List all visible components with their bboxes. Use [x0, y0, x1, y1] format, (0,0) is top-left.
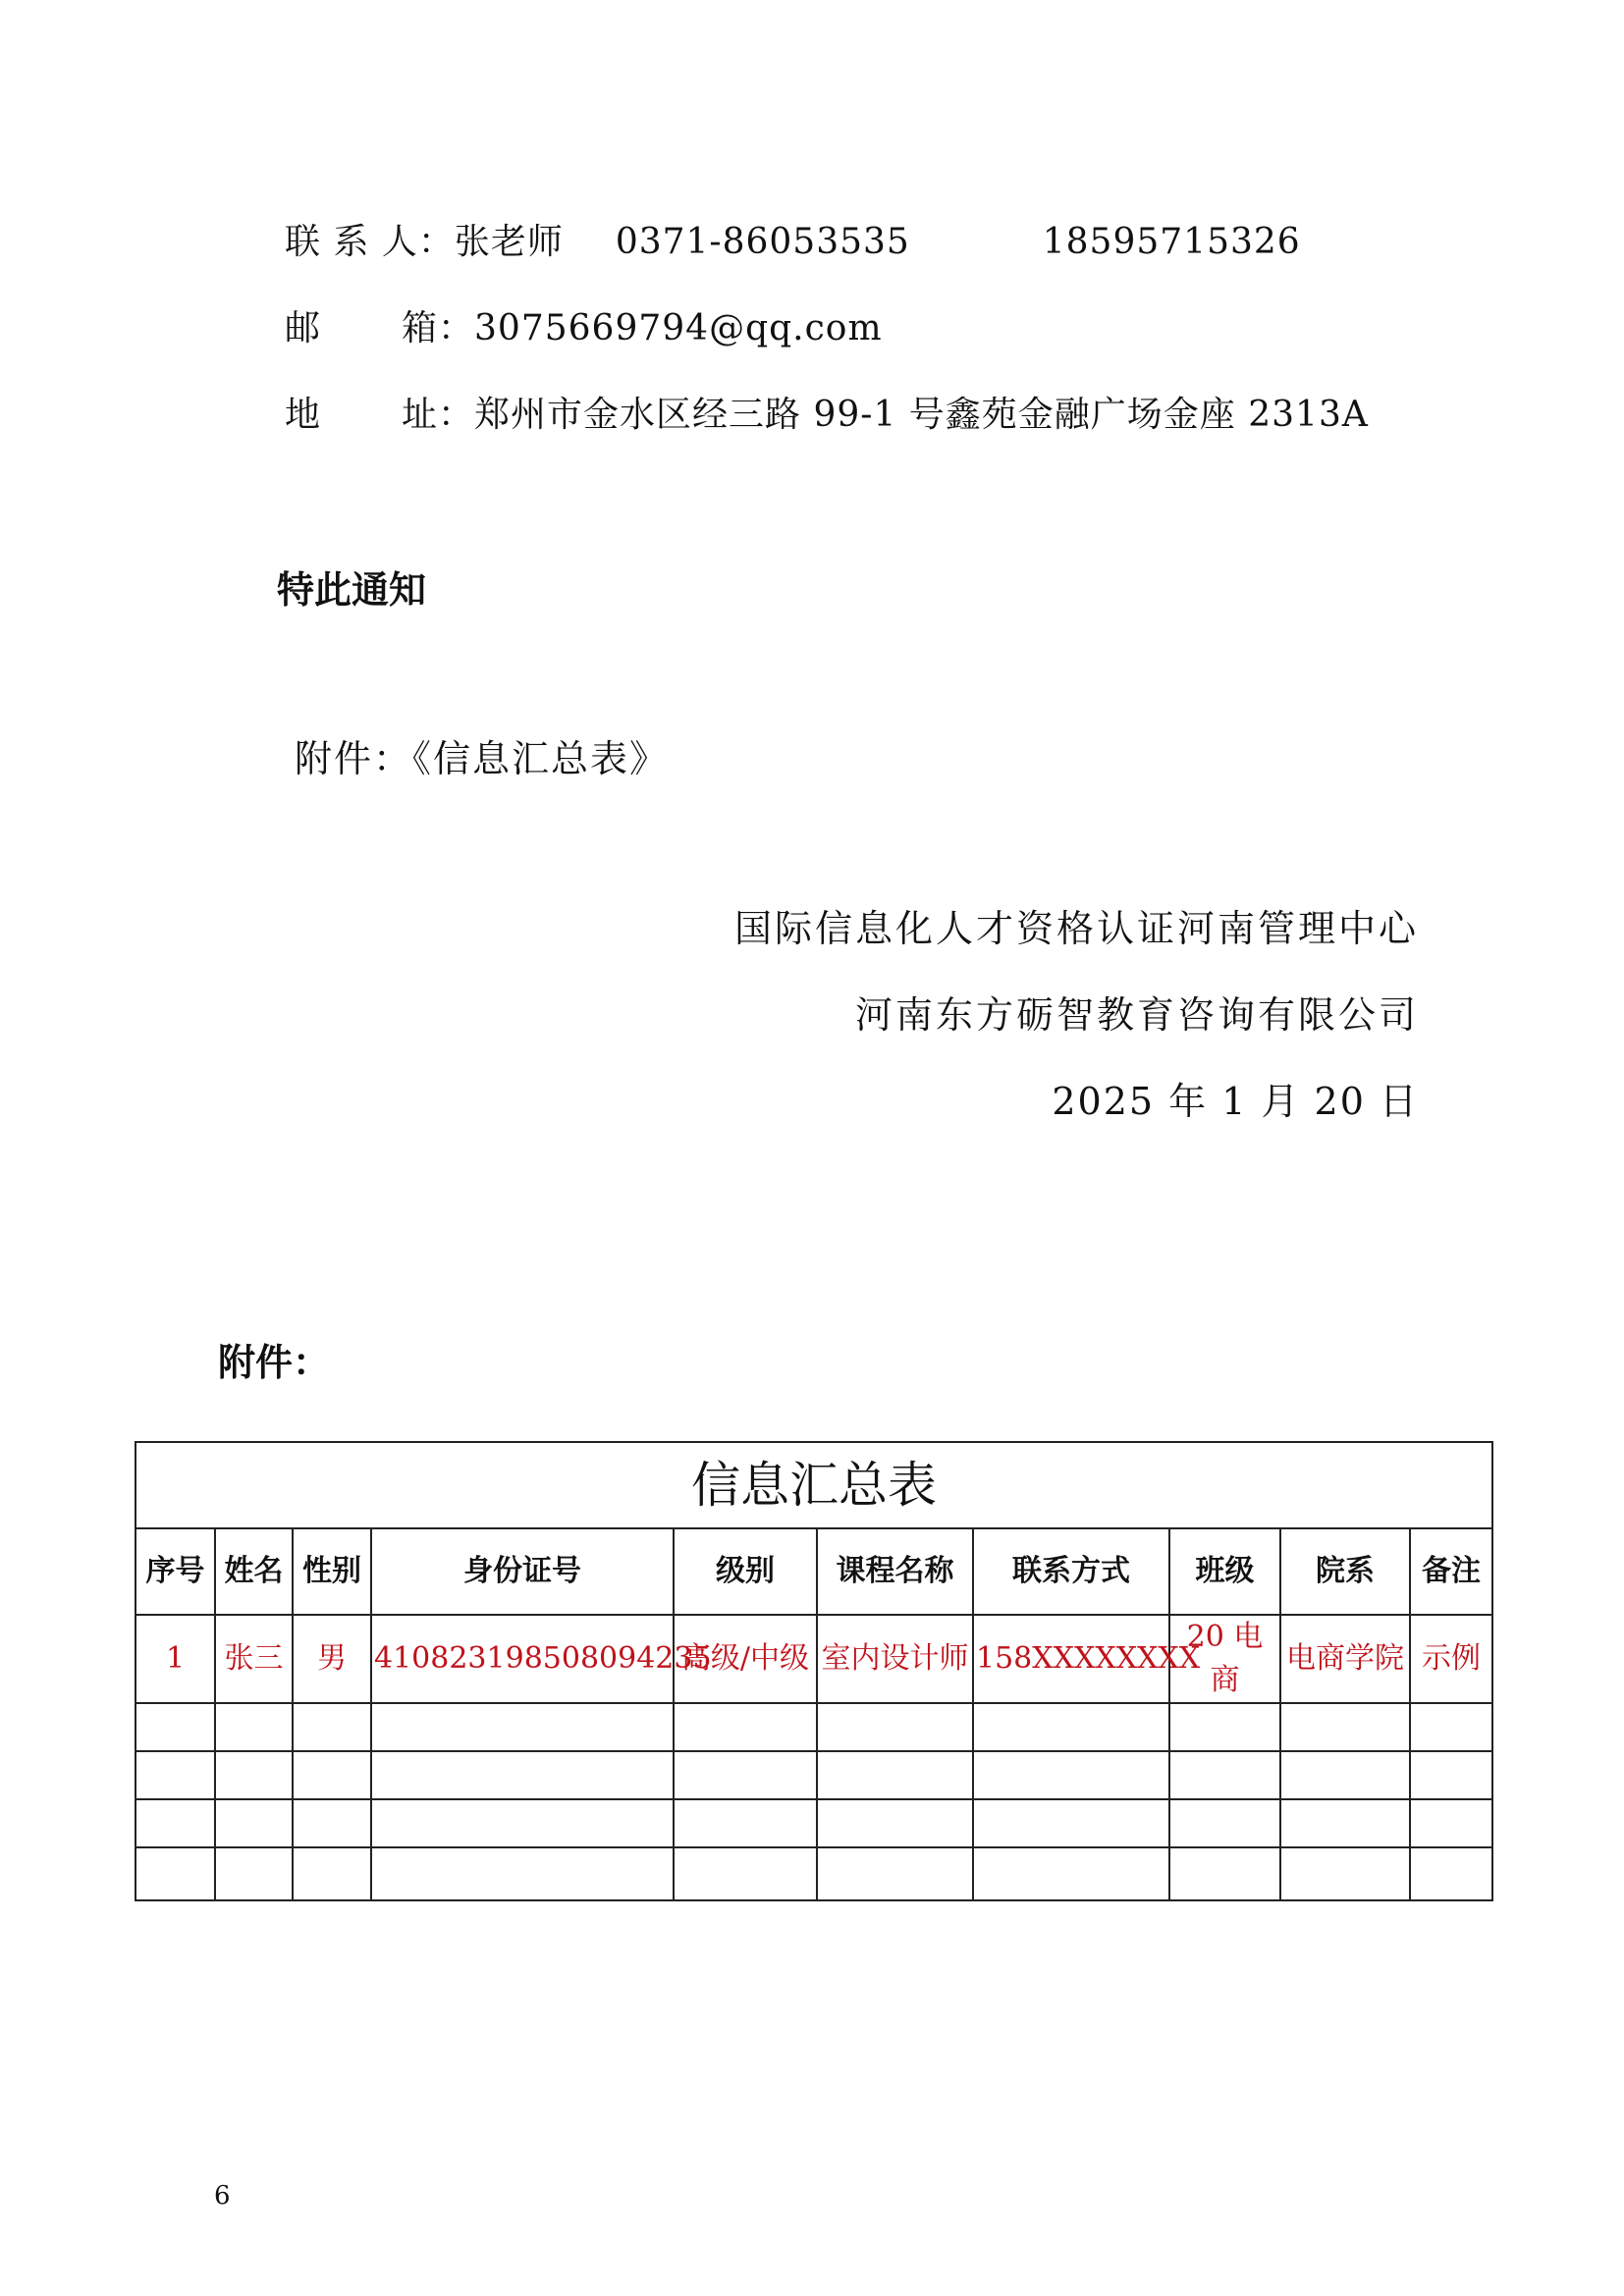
- table-cell: [135, 1703, 215, 1751]
- table-cell: [293, 1703, 371, 1751]
- table-cell: [1280, 1703, 1410, 1751]
- table-cell: [371, 1703, 674, 1751]
- header-cell: 联系方式: [973, 1528, 1169, 1615]
- table-cell: 410823198508094235: [371, 1615, 674, 1703]
- contact-person-name: 张老师: [454, 222, 564, 262]
- table-cell: [817, 1847, 973, 1900]
- table-row-sample: [135, 1615, 1492, 1703]
- table-cell: [817, 1799, 973, 1847]
- email-label-2: 箱：: [402, 308, 475, 348]
- table-cell: 电商学院: [1280, 1615, 1410, 1703]
- table-row-empty: [135, 1799, 1492, 1847]
- table-cell: [973, 1751, 1169, 1799]
- contact-person-line: [285, 214, 1301, 264]
- contact-phone-2: 18595715326: [1042, 222, 1301, 262]
- table-cell: [215, 1799, 293, 1847]
- table-cell: 158XXXXXXXX: [973, 1615, 1169, 1703]
- table-cell: [1169, 1751, 1280, 1799]
- contact-email-line: [285, 300, 883, 350]
- table-cell: [1280, 1751, 1410, 1799]
- table-row-empty: [135, 1751, 1492, 1799]
- table-cell: [1410, 1847, 1492, 1900]
- email-label: 邮: [285, 308, 322, 348]
- header-cell: 身份证号: [371, 1528, 674, 1615]
- notice-text: 特此通知: [277, 568, 427, 612]
- table-cell: [674, 1799, 817, 1847]
- table-cell: [1410, 1799, 1492, 1847]
- header-cell: 院系: [1280, 1528, 1410, 1615]
- table-cell: [674, 1703, 817, 1751]
- address-label: 地: [285, 395, 322, 435]
- table-cell: 1: [135, 1615, 215, 1703]
- contact-email: 3075669794@qq.com: [474, 308, 883, 348]
- table-cell: [973, 1847, 1169, 1900]
- table-cell: [135, 1799, 215, 1847]
- table-cell: [973, 1703, 1169, 1751]
- signature-org-2: 河南东方砺智教育咨询有限公司: [854, 993, 1419, 1037]
- table-cell: [973, 1799, 1169, 1847]
- attachment-heading: 附件：: [218, 1341, 331, 1384]
- header-cell: 班级: [1169, 1528, 1280, 1615]
- table-cell: [215, 1751, 293, 1799]
- table-cell: [1410, 1703, 1492, 1751]
- table-cell: [817, 1751, 973, 1799]
- contact-phone-1: 0371-86053535: [615, 222, 910, 262]
- contact-address-line: [285, 387, 1369, 437]
- table-cell: [1169, 1847, 1280, 1900]
- table-cell: [293, 1847, 371, 1900]
- table-cell: [371, 1751, 674, 1799]
- table-cell: [674, 1847, 817, 1900]
- table-cell: [1410, 1751, 1492, 1799]
- page-number: 6: [214, 2181, 231, 2211]
- info-summary-table: [135, 1441, 1493, 1901]
- table-row-empty: [135, 1703, 1492, 1751]
- header-cell: 性别: [293, 1528, 371, 1615]
- table-cell: [1169, 1703, 1280, 1751]
- table-cell: 示例: [1410, 1615, 1492, 1703]
- table-row-empty: [135, 1847, 1492, 1900]
- header-cell: 备注: [1410, 1528, 1492, 1615]
- table-header-row: [135, 1528, 1492, 1615]
- table-cell: [1280, 1847, 1410, 1900]
- table-cell: 张三: [215, 1615, 293, 1703]
- table-cell: [371, 1799, 674, 1847]
- table-cell: 高级/中级: [674, 1615, 817, 1703]
- signature-org-1: 国际信息化人才资格认证河南管理中心: [733, 907, 1419, 950]
- table-cell: [215, 1703, 293, 1751]
- contact-address: 郑州市金水区经三路 99-1 号鑫苑金融广场金座 2313A: [474, 395, 1369, 435]
- attachment-reference: 附件：《信息汇总表》: [295, 737, 670, 780]
- table-cell: [135, 1751, 215, 1799]
- table-cell: [371, 1847, 674, 1900]
- contact-person-label: 联 系 人：: [285, 222, 455, 262]
- table-title: 信息汇总表: [135, 1442, 1492, 1528]
- table-cell: [293, 1799, 371, 1847]
- header-cell: 级别: [674, 1528, 817, 1615]
- table-cell: [817, 1703, 973, 1751]
- address-label-2: 址：: [402, 395, 475, 435]
- table-cell: [674, 1751, 817, 1799]
- table-cell: 20 电商: [1169, 1615, 1280, 1703]
- header-cell: 姓名: [215, 1528, 293, 1615]
- table-cell: [1280, 1799, 1410, 1847]
- header-cell: 课程名称: [817, 1528, 973, 1615]
- table-cell: [215, 1847, 293, 1900]
- header-cell: 序号: [135, 1528, 215, 1615]
- table-cell: [135, 1847, 215, 1900]
- table-cell: [293, 1751, 371, 1799]
- table-cell: 室内设计师: [817, 1615, 973, 1703]
- table-cell: 男: [293, 1615, 371, 1703]
- signature-date: 2025 年 1 月 20 日: [1052, 1080, 1419, 1123]
- table-cell: [1169, 1799, 1280, 1847]
